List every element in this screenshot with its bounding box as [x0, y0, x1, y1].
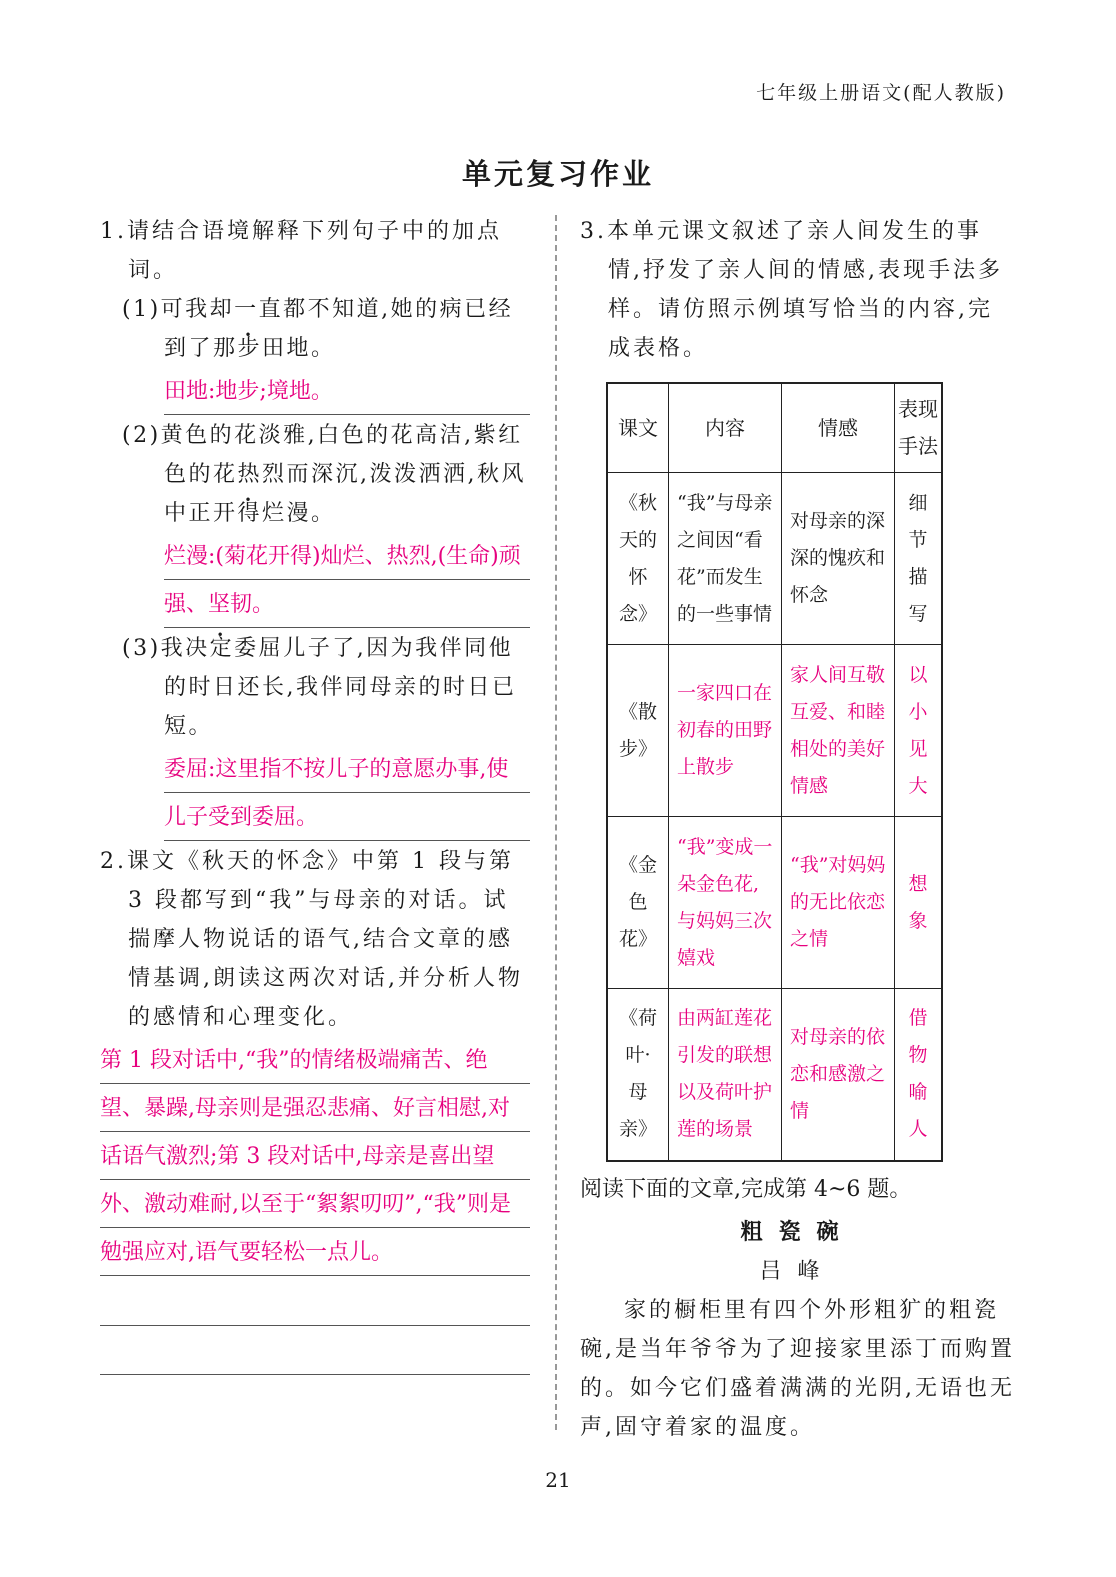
- table-cell-title: 《金色花》: [607, 817, 669, 989]
- q2-answer: 第 1 段对话中,“我”的情绪极端痛苦、绝望、暴躁,母亲则是强忍悲痛、好言相慰,对话语气激烈;第 3 段对话中,母亲是喜出望外、激动难耐,以至于“絮絮叨叨”,“我”则是勉强应对,语气要轻松一点儿。: [100, 1037, 530, 1277]
- table-cell-content: “我”与母亲之间因“看花”而发生的一些事情: [669, 473, 782, 645]
- table-row: [607, 473, 942, 645]
- q1-item-2: (2)黄色的花淡雅,白色的花高洁,紫红色的花热烈而深沉,泼泼洒洒,秋风中正开得烂漫。: [122, 423, 526, 526]
- passage-title: 粗瓷碗: [740, 1218, 855, 1245]
- table-cell-emotion: 对母亲的依恋和感激之情: [782, 989, 895, 1161]
- table-cell-method: 细节描写: [895, 473, 943, 645]
- dotted-word: 烂漫: [262, 501, 312, 526]
- q1-answer-1: 田地:地步;境地。: [164, 368, 530, 416]
- table-header-cell: 情感: [782, 383, 895, 473]
- dotted-word: 委屈: [234, 636, 284, 661]
- table-cell-title: 《荷叶·母亲》: [607, 989, 669, 1161]
- table-cell-content: 由两缸莲花引发的联想以及荷叶护莲的场景: [669, 989, 782, 1161]
- table-cell-method: 想象: [895, 817, 943, 989]
- table-cell-method: 以小见大: [895, 645, 943, 817]
- column-divider: [555, 215, 557, 1430]
- q3-table: [606, 382, 943, 1162]
- table-row: [607, 817, 942, 989]
- q1-item-3: (3)我决定委屈儿子了,因为我伴同他的时日还长,我伴同母亲的时日已短。: [122, 636, 517, 739]
- passage-body: 家的橱柜里有四个外形粗犷的粗瓷碗,是当年爷爷为了迎接家里添丁而购置的。如今它们盛着满满的光阴,无语也无声,固守着家的温度。: [580, 1297, 1015, 1440]
- question-1-prompt: 1.请结合语境解释下列句子中的加点词。: [100, 219, 502, 283]
- answer-blank-line: [100, 1326, 530, 1375]
- q1-answer-3: 委屈:这里指不按儿子的意愿办事,使儿子受到委屈。: [164, 746, 530, 842]
- reading-instruction: 阅读下面的文章,完成第 4~6 题。: [580, 1176, 912, 1202]
- page-title: 单元复习作业: [461, 157, 654, 191]
- page-number: 21: [545, 1468, 571, 1492]
- table-header-cell: 表现手法: [895, 383, 943, 473]
- table-header-row: [607, 383, 942, 473]
- q1-answer-2: 烂漫:(菊花开得)灿烂、热烈,(生命)顽强、坚韧。: [164, 533, 530, 629]
- table-cell-content: 一家四口在初春的田野上散步: [669, 645, 782, 817]
- page-header: 七年级上册语文(配人教版): [756, 82, 1006, 104]
- answer-blank-line: [100, 1277, 530, 1326]
- table-cell-content: “我”变成一朵金色花,与妈妈三次嬉戏: [669, 817, 782, 989]
- q1-item-1: (1)可我却一直都不知道,她的病已经到了那步田地。: [122, 297, 514, 361]
- dotted-word: 田地: [262, 336, 312, 361]
- question-2-prompt: 2.课文《秋天的怀念》中第 1 段与第 3 段都写到“我”与母亲的对话。试揣摩人物说话的语气,结合文章的感情基调,朗读这两次对话,并分析人物的感情和心理变化。: [100, 849, 523, 1030]
- table-header-cell: 课文: [607, 383, 669, 473]
- passage-author: 吕峰: [759, 1258, 836, 1284]
- question-3-prompt: 3.本单元课文叙述了亲人间发生的事情,抒发了亲人间的情感,表现手法多样。请仿照示例填写恰当的内容,完成表格。: [580, 219, 1003, 361]
- table-cell-title: 《散步》: [607, 645, 669, 817]
- left-column: [100, 212, 530, 1375]
- table-cell-emotion: “我”对妈妈的无比依恋之情: [782, 817, 895, 989]
- table-cell-emotion: 家人间互敬互爱、和睦相处的美好情感: [782, 645, 895, 817]
- table-cell-title: 《秋天的怀念》: [607, 473, 669, 645]
- table-header-cell: 内容: [669, 383, 782, 473]
- table-row: [607, 645, 942, 817]
- right-column: [580, 212, 1015, 1447]
- table-cell-method: 借物喻人: [895, 989, 943, 1161]
- table-cell-emotion: 对母亲的深深的愧疚和怀念: [782, 473, 895, 645]
- table-row: [607, 989, 942, 1161]
